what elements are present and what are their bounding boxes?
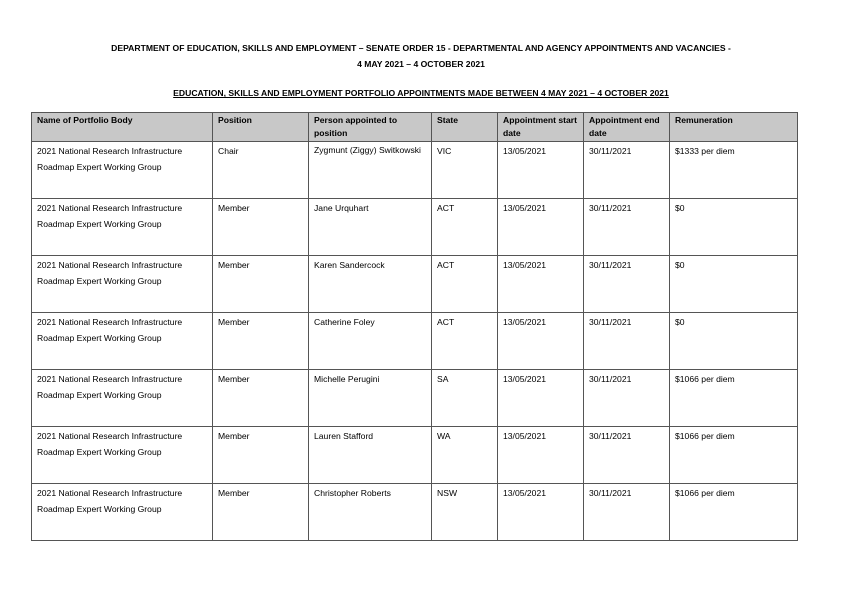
document-date-range: 4 MAY 2021 – 4 OCTOBER 2021: [357, 59, 485, 69]
cell-portfolio-body: 2021 National Research Infrastructure Roadmap Expert Working Group: [32, 142, 213, 199]
cell-portfolio-body: 2021 National Research Infrastructure Roadmap Expert Working Group: [32, 427, 213, 484]
cell-state: VIC: [432, 142, 498, 199]
column-header-start-date: Appointment start date: [498, 113, 584, 142]
cell-position: Member: [213, 427, 309, 484]
cell-state: WA: [432, 427, 498, 484]
cell-position: Member: [213, 313, 309, 370]
cell-portfolio-body: 2021 National Research Infrastructure Roadmap Expert Working Group: [32, 313, 213, 370]
cell-remuneration: $1066 per diem: [670, 427, 798, 484]
cell-start-date: 13/05/2021: [498, 427, 584, 484]
cell-state: ACT: [432, 256, 498, 313]
cell-position: Member: [213, 370, 309, 427]
cell-position: Member: [213, 256, 309, 313]
cell-portfolio-body: 2021 National Research Infrastructure Roadmap Expert Working Group: [32, 256, 213, 313]
cell-person: Zygmunt (Ziggy) Switkowski: [309, 142, 432, 199]
section-heading: [0, 87, 842, 99]
cell-start-date: 13/05/2021: [498, 370, 584, 427]
table-row: [32, 313, 798, 370]
column-header-portfolio-body: Name of Portfolio Body: [32, 113, 213, 142]
column-header-person: Person appointed to position: [309, 113, 432, 142]
cell-person: Christopher Roberts: [309, 484, 432, 541]
cell-end-date: 30/11/2021: [584, 370, 670, 427]
cell-remuneration: $1066 per diem: [670, 484, 798, 541]
column-header-remuneration: Remuneration: [670, 113, 798, 142]
cell-end-date: 30/11/2021: [584, 199, 670, 256]
table-row: [32, 370, 798, 427]
cell-position: Member: [213, 199, 309, 256]
column-header-position: Position: [213, 113, 309, 142]
cell-position: Member: [213, 484, 309, 541]
cell-start-date: 13/05/2021: [498, 256, 584, 313]
table-row: [32, 199, 798, 256]
cell-start-date: 13/05/2021: [498, 199, 584, 256]
cell-end-date: 30/11/2021: [584, 427, 670, 484]
cell-end-date: 30/11/2021: [584, 313, 670, 370]
table-row: [32, 142, 798, 199]
cell-start-date: 13/05/2021: [498, 142, 584, 199]
cell-end-date: 30/11/2021: [584, 484, 670, 541]
cell-portfolio-body: 2021 National Research Infrastructure Roadmap Expert Working Group: [32, 484, 213, 541]
cell-state: SA: [432, 370, 498, 427]
document-title: DEPARTMENT OF EDUCATION, SKILLS AND EMPLOYMENT – SENATE ORDER 15 - DEPARTMENTAL AND AGENCY APPOINTMENTS AND VACANCIES -: [111, 43, 731, 53]
cell-state: ACT: [432, 313, 498, 370]
table-row: [32, 484, 798, 541]
cell-person: Catherine Foley: [309, 313, 432, 370]
column-header-end-date: Appointment end date: [584, 113, 670, 142]
table-row: [32, 256, 798, 313]
table-header-row: [32, 113, 798, 142]
cell-start-date: 13/05/2021: [498, 313, 584, 370]
cell-person: Michelle Perugini: [309, 370, 432, 427]
column-header-state: State: [432, 113, 498, 142]
section-heading-text: EDUCATION, SKILLS AND EMPLOYMENT PORTFOLIO APPOINTMENTS MADE BETWEEN 4 MAY 2021 – 4 OCTOBER 2021: [173, 88, 669, 98]
cell-person: Karen Sandercock: [309, 256, 432, 313]
cell-person: Jane Urquhart: [309, 199, 432, 256]
cell-portfolio-body: 2021 National Research Infrastructure Roadmap Expert Working Group: [32, 370, 213, 427]
cell-end-date: 30/11/2021: [584, 142, 670, 199]
cell-state: ACT: [432, 199, 498, 256]
cell-end-date: 30/11/2021: [584, 256, 670, 313]
cell-person: Lauren Stafford: [309, 427, 432, 484]
cell-start-date: 13/05/2021: [498, 484, 584, 541]
cell-remuneration: $0: [670, 313, 798, 370]
table-row: [32, 427, 798, 484]
cell-remuneration: $0: [670, 199, 798, 256]
appointments-table: [31, 112, 798, 541]
cell-position: Chair: [213, 142, 309, 199]
cell-portfolio-body: 2021 National Research Infrastructure Roadmap Expert Working Group: [32, 199, 213, 256]
cell-remuneration: $1333 per diem: [670, 142, 798, 199]
cell-remuneration: $0: [670, 256, 798, 313]
cell-remuneration: $1066 per diem: [670, 370, 798, 427]
cell-state: NSW: [432, 484, 498, 541]
